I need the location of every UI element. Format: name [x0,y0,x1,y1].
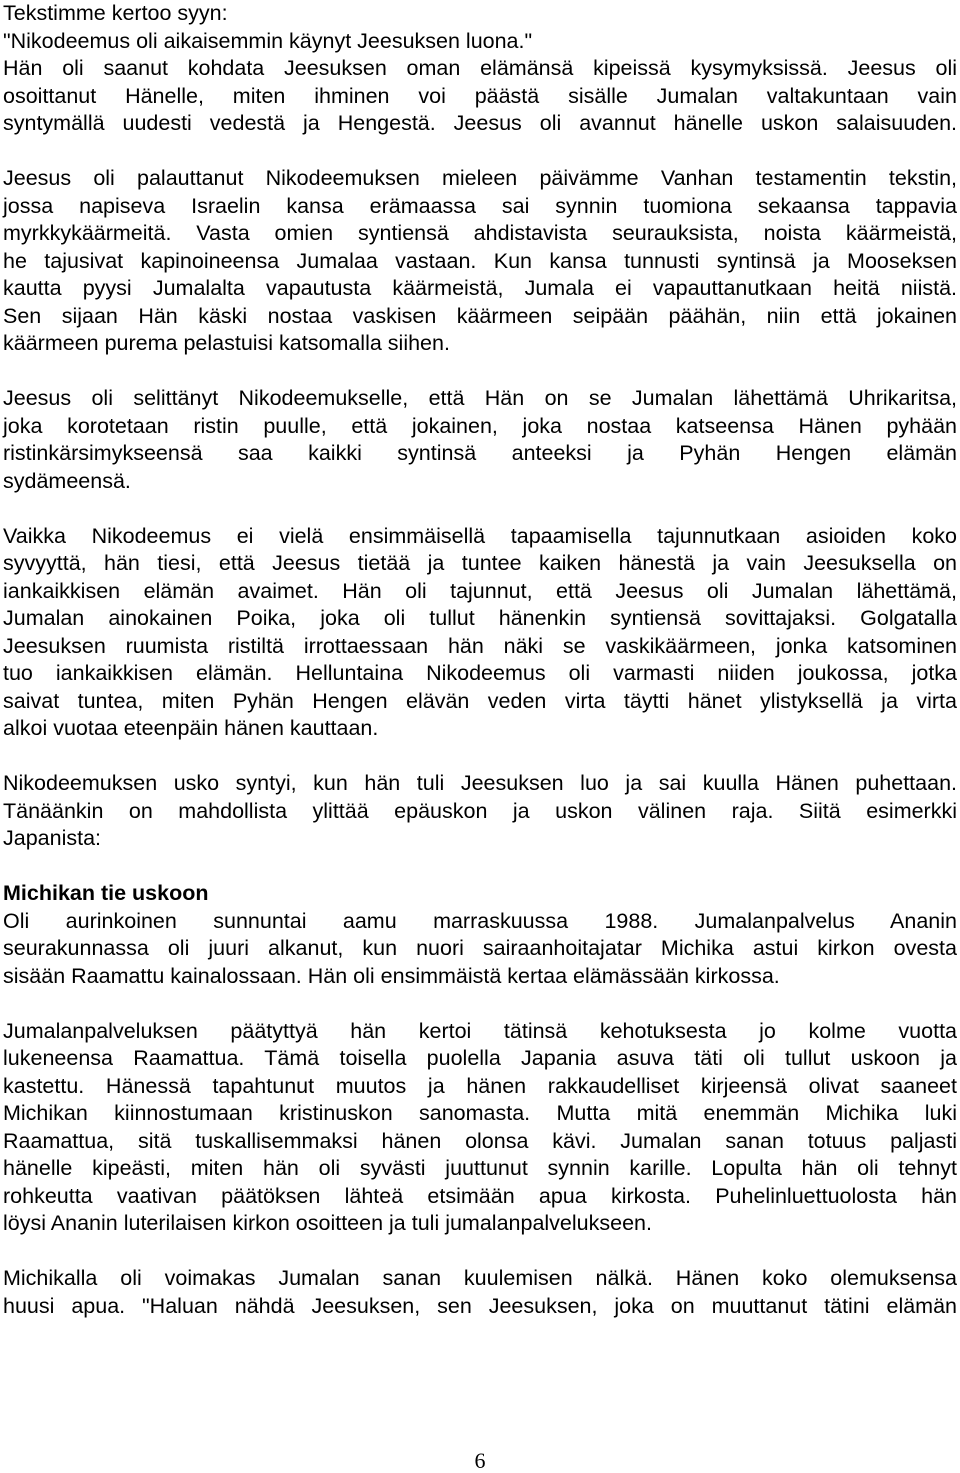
text-line: Vaikka Nikodeemus ei vielä ensimmäisellä tapaamisella tajunnutkaan asioiden koko [3,523,957,548]
paragraph-intro [3,0,957,138]
text-line: ristinkärsimykseensä saa kaikki syntinsä anteeksi ja Pyhän Hengen elämän [3,441,957,465]
paragraph-3 [3,385,957,495]
section-michika [3,880,957,990]
paragraph-gap [3,743,957,771]
text-line: sydämeensä. [3,468,131,493]
paragraph-2 [3,165,957,358]
text-line: tuo iankaikkisen elämän. Helluntaina Nikodeemus oli varmasti niiden joukossa, jotka [3,661,957,685]
text-line: alkoi vuotaa eteenpäin hänen kauttaan. [3,716,379,740]
text-line: Tänäänkin on mahdollista ylittää epäuskon ja uskon välinen raja. Siitä esimerkki [3,798,957,823]
section-heading: Michikan tie uskoon [3,881,209,905]
page-number: 6 [474,1448,486,1473]
text-line: saivat tuntea, miten Pyhän Hengen elävän veden virta täytti hänet ylistyksellä ja virta [3,688,957,713]
text-line: Raamattua, sitä tuskallisemmaksi hänen olonsa kävi. Jumalan sanan totuus paljasti [3,1128,957,1153]
text-line: syvyyttä, hän tiesi, että Jeesus tietää ja tuntee kaiken hänestä ja vain Jeesuksella on [3,551,957,575]
text-line: käärmeen purema pelastuisi katsomalla siihen. [3,331,450,355]
text-line: Tekstimme kertoo syyn: [3,1,228,25]
text-line: Hän oli saanut kohdata Jeesuksen oman elämänsä kipeissä kysymyksissä. Jeesus oli [3,56,957,80]
paragraph-gap [3,1238,957,1266]
text-line: lukeneensa Raamattua. Tämä toisella puolella Japania asuva täti oli tullut uskoon ja [3,1046,957,1070]
text-line: "Nikodeemus oli aikaisemmin käynyt Jeesuksen luona." [3,28,533,53]
text-line: osoittanut Hänelle, miten ihminen voi päästä sisälle Jumalan valtakuntaan vain [3,83,957,108]
text-line: huusi apua. "Haluan nähdä Jeesuksen, sen Jeesuksen, joka on muuttanut tätini elämän [3,1293,957,1318]
text-line: syntymällä uudesti vedestä ja Hengestä. Jeesus oli avannut hänelle uskon salaisuuden. [3,111,957,135]
text-line: rohkeutta vaativan päätöksen lähteä etsimään apua kirkosta. Puhelinluettuolosta hän [3,1183,957,1208]
paragraph-gap [3,138,957,166]
text-line: Jeesus oli selittänyt Nikodeemukselle, että Hän on se Jumalan lähettämä Uhrikaritsa, [3,386,957,410]
paragraph-4 [3,523,957,743]
text-line: Oli aurinkoinen sunnuntai aamu marraskuussa 1988. Jumalanpalvelus Ananin [3,908,957,933]
text-line: hänelle kipeästi, miten hän oli syvästi juuttunut synnin karille. Lopulta hän oli tehnyt [3,1156,957,1180]
text-line: Japanista: [3,826,102,850]
paragraph-8 [3,1265,957,1320]
paragraph-5 [3,770,957,853]
text-line: he tajusivat kapinoineensa Jumalaa vastaan. Kun kansa tunnusti syntinsä ja Mooseksen [3,248,957,273]
text-line: kautta pyysi Jumalalta vapautusta käärmeistä, Jumala ei vapauttanutkaan heitä niistä. [3,276,957,300]
text-line: joka korotetaan ristin puulle, että jokainen, joka nostaa katseensa Hänen pyhään [3,413,957,438]
text-line: jossa napiseva Israelin kansa erämaassa sai synnin tuomiona sekaansa tappavia [3,193,957,218]
paragraph-gap [3,990,957,1018]
text-line: Jeesuksen ruumista ristiltä irrottaessaan hän näki se vaskikäärmeen, jonka katsominen [3,633,957,658]
paragraph-gap [3,358,957,386]
text-line: myrkkykäärmeitä. Vasta omien syntiensä ahdistavista seurauksista, noista käärmeistä, [3,221,957,245]
text-line: sisään Raamattu kainalossaan. Hän oli ensimmäistä kertaa elämässään kirkossa. [3,963,780,988]
text-line: kastettu. Hänessä tapahtunut muutos ja hänen rakkaudelliset kirjeensä olivat saaneet [3,1073,957,1098]
text-line: Michikan kiinnostumaan kristinuskon sanomasta. Mutta mitä enemmän Michika luki [3,1101,957,1125]
text-line: Jeesus oli palauttanut Nikodeemuksen mieleen päivämme Vanhan testamentin tekstin, [3,166,957,190]
text-line: Jumalan ainokainen Poika, joka oli tullut hänenkin syntiensä sovittajaksi. Golgatalla [3,606,957,630]
paragraph-gap [3,853,957,881]
paragraph-7 [3,1018,957,1238]
text-line: iankaikkisen elämän avaimet. Hän oli tajunnut, että Jeesus oli Jumalan lähettämä, [3,578,957,603]
text-line: Jumalanpalveluksen päätyttyä hän kertoi tätinsä kehotuksesta jo kolme vuotta [3,1018,957,1043]
paragraph-gap [3,495,957,523]
text-line: löysi Ananin luterilaisen kirkon osoitteen ja tuli jumalanpalvelukseen. [3,1211,652,1235]
text-line: Nikodeemuksen usko syntyi, kun hän tuli Jeesuksen luo ja sai kuulla Hänen puhettaan. [3,771,957,795]
text-line: Michikalla oli voimakas Jumalan sanan kuulemisen nälkä. Hänen koko olemuksensa [3,1266,957,1290]
text-line: Sen sijaan Hän käski nostaa vaskisen käärmeen seipään päähän, niin että jokainen [3,303,957,328]
document-page [3,0,957,1320]
text-line: seurakunnassa oli juuri alkanut, kun nuori sairaanhoitajatar Michika astui kirkon ovesta [3,936,957,960]
